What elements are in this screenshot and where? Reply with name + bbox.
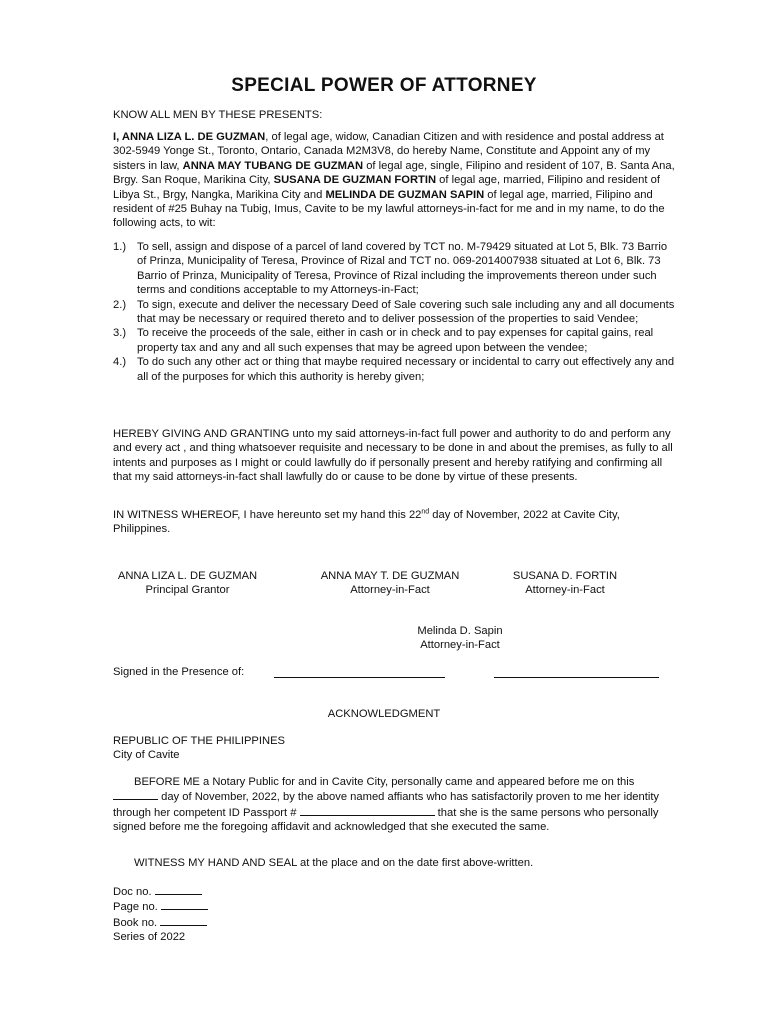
ack-text: that she is the same persons who personally signed before me the foregoing affidavit and acknowledged that she executed the same. (113, 806, 659, 834)
book-no-blank (160, 915, 207, 926)
series-row: Series of 2022 (113, 931, 186, 944)
list-item (113, 240, 675, 298)
page-no-label: Page no. (113, 901, 158, 914)
list-text: To receive the proceeds of the sale, either in cash or in check and to pay expenses for capital gains, real property tax and any and all such expenses that may be agreed upon between the vendee; (137, 327, 654, 354)
list-number: 2.) (113, 298, 127, 311)
signatory-role: Attorney-in-Fact (420, 639, 500, 652)
signatory-name: Melinda D. Sapin (417, 625, 503, 637)
signatory-block (300, 569, 480, 598)
list-item (113, 298, 675, 327)
witness-signature-line (494, 666, 659, 678)
signatory-block (495, 569, 635, 598)
witness-paragraph (113, 508, 675, 537)
page-no-blank (161, 899, 208, 910)
list-number: 3.) (113, 327, 127, 340)
ordinal-suffix: nd (421, 508, 430, 516)
day-blank (113, 789, 158, 800)
paragraph-text: of legal age, single, Filipino and resident of 107, B. Santa Ana, Brgy. San Roque, Marikina City, (113, 159, 675, 187)
list-text: To do such any other act or thing that maybe required necessary or incidental to carry out effectively any and all of the purposes for which this authority is hereby given; (137, 356, 675, 383)
doc-no-blank (155, 884, 202, 895)
appointment-paragraph (113, 130, 675, 231)
document-title: SPECIAL POWER OF ATTORNEY (231, 75, 537, 96)
signatory-role: Attorney-in-Fact (525, 584, 605, 597)
presence-label: Signed in the Presence of: (113, 666, 245, 678)
attorney-name-3: MELINDA DE GUZMAN SAPIN (325, 188, 485, 201)
book-no-label: Book no. (113, 916, 158, 929)
list-text: To sell, assign and dispose of a parcel of land covered by TCT no. M-79429 situated at Lot 5, Blk. 73 Barrio of Prinza, Municipality of Teresa, Province of Rizal and TCT no. 069-2014007938 situated at Lot 6, Blk. 73 Barrio of Prinza, Municipality of Teresa, Province of Rizal including the improvements thereon under such terms and conditions acceptable to my Attorneys-in-Fact; (137, 241, 668, 297)
witness-text: IN WITNESS WHEREOF, I have hereunto set my hand this 22 (113, 509, 422, 521)
notary-record (113, 884, 208, 945)
witness-signature-line (274, 666, 445, 678)
paragraph-text: of legal age, married, Filipino and resident of Libya St., Brgy, Nangka, Marikina City and (113, 174, 660, 201)
doc-no-label: Doc no. (113, 886, 152, 898)
page-no-row (113, 899, 208, 914)
signatory-name: ANNA LIZA L. DE GUZMAN (117, 570, 258, 582)
ack-text: BEFORE ME a Notary Public for and in Cavite City, personally came and appeared before me on this (134, 776, 635, 788)
acknowledgment-paragraph (113, 775, 673, 835)
attorney-name-1: ANNA MAY TUBANG DE GUZMAN (182, 159, 364, 172)
witness-text: day of November, 2022 at Cavite City, Philippines. (113, 509, 620, 536)
list-text: To sign, execute and deliver the necessary Deed of Sale covering such sale including any and all documents that may be necessary or required thereto and to deliver possession of the properties to said Vendee; (137, 298, 675, 326)
book-no-row (113, 915, 208, 930)
list-item (113, 355, 675, 384)
signatory-block (100, 569, 275, 598)
granting-paragraph: HEREBY GIVING AND GRANTING unto my said attorneys-in-fact full power and authority to do and perform any and every act , and thing whatsoever requisite and necessary to be done in and about the premises, as fully to all intents and purposes as I might or could lawfully do if personally present and hereby ratifying and confirming all that my said attorneys-in-fact shall lawfully do or cause to be done by virtue of these presents. (113, 428, 673, 484)
paragraph-text: of legal age, married, Filipino and resident of #25 Buhay na Tubig, Imus, Cavite to be my lawful attorneys-in-fact for me and in my name, to do the following acts, to wit: (113, 188, 665, 230)
list-number: 1.) (113, 241, 127, 253)
signatory-role: Attorney-in-Fact (350, 584, 430, 597)
signatory-name: SUSANA D. FORTIN (512, 570, 618, 582)
intro-line: KNOW ALL MEN BY THESE PRESENTS: (113, 109, 323, 121)
city-line: City of Cavite (113, 749, 180, 762)
ack-text: day of November, 2022, by the above named affiants who has satisfactorily proven to me her identity through her competent ID Passport # (113, 791, 660, 819)
venue-block (113, 734, 675, 763)
list-item (113, 326, 675, 355)
grantor-name: I, ANNA LIZA L. DE GUZMAN (113, 131, 266, 143)
signatory-name: ANNA MAY T. DE GUZMAN (320, 570, 460, 582)
passport-blank (300, 805, 435, 816)
signatory-role: Principal Grantor (145, 584, 230, 597)
signatory-block (395, 624, 525, 653)
attorney-name-2: SUSANA DE GUZMAN FORTIN (273, 174, 437, 187)
republic-line: REPUBLIC OF THE PHILIPPINES (113, 735, 286, 747)
paragraph-text: , of legal age, widow, Canadian Citizen and with residence and postal address at 302-5949 Yonge St., Toronto, Ontario, Canada M2M3V8, do hereby Name, Constitute and Appoint any of my sisters in law, (113, 131, 664, 172)
witness-hand-line: WITNESS MY HAND AND SEAL at the place and on the date first above-written. (134, 857, 534, 869)
acts-list (113, 240, 675, 384)
doc-no-row (113, 884, 208, 899)
acknowledgment-heading: ACKNOWLEDGMENT (327, 708, 441, 720)
list-number: 4.) (113, 356, 127, 369)
